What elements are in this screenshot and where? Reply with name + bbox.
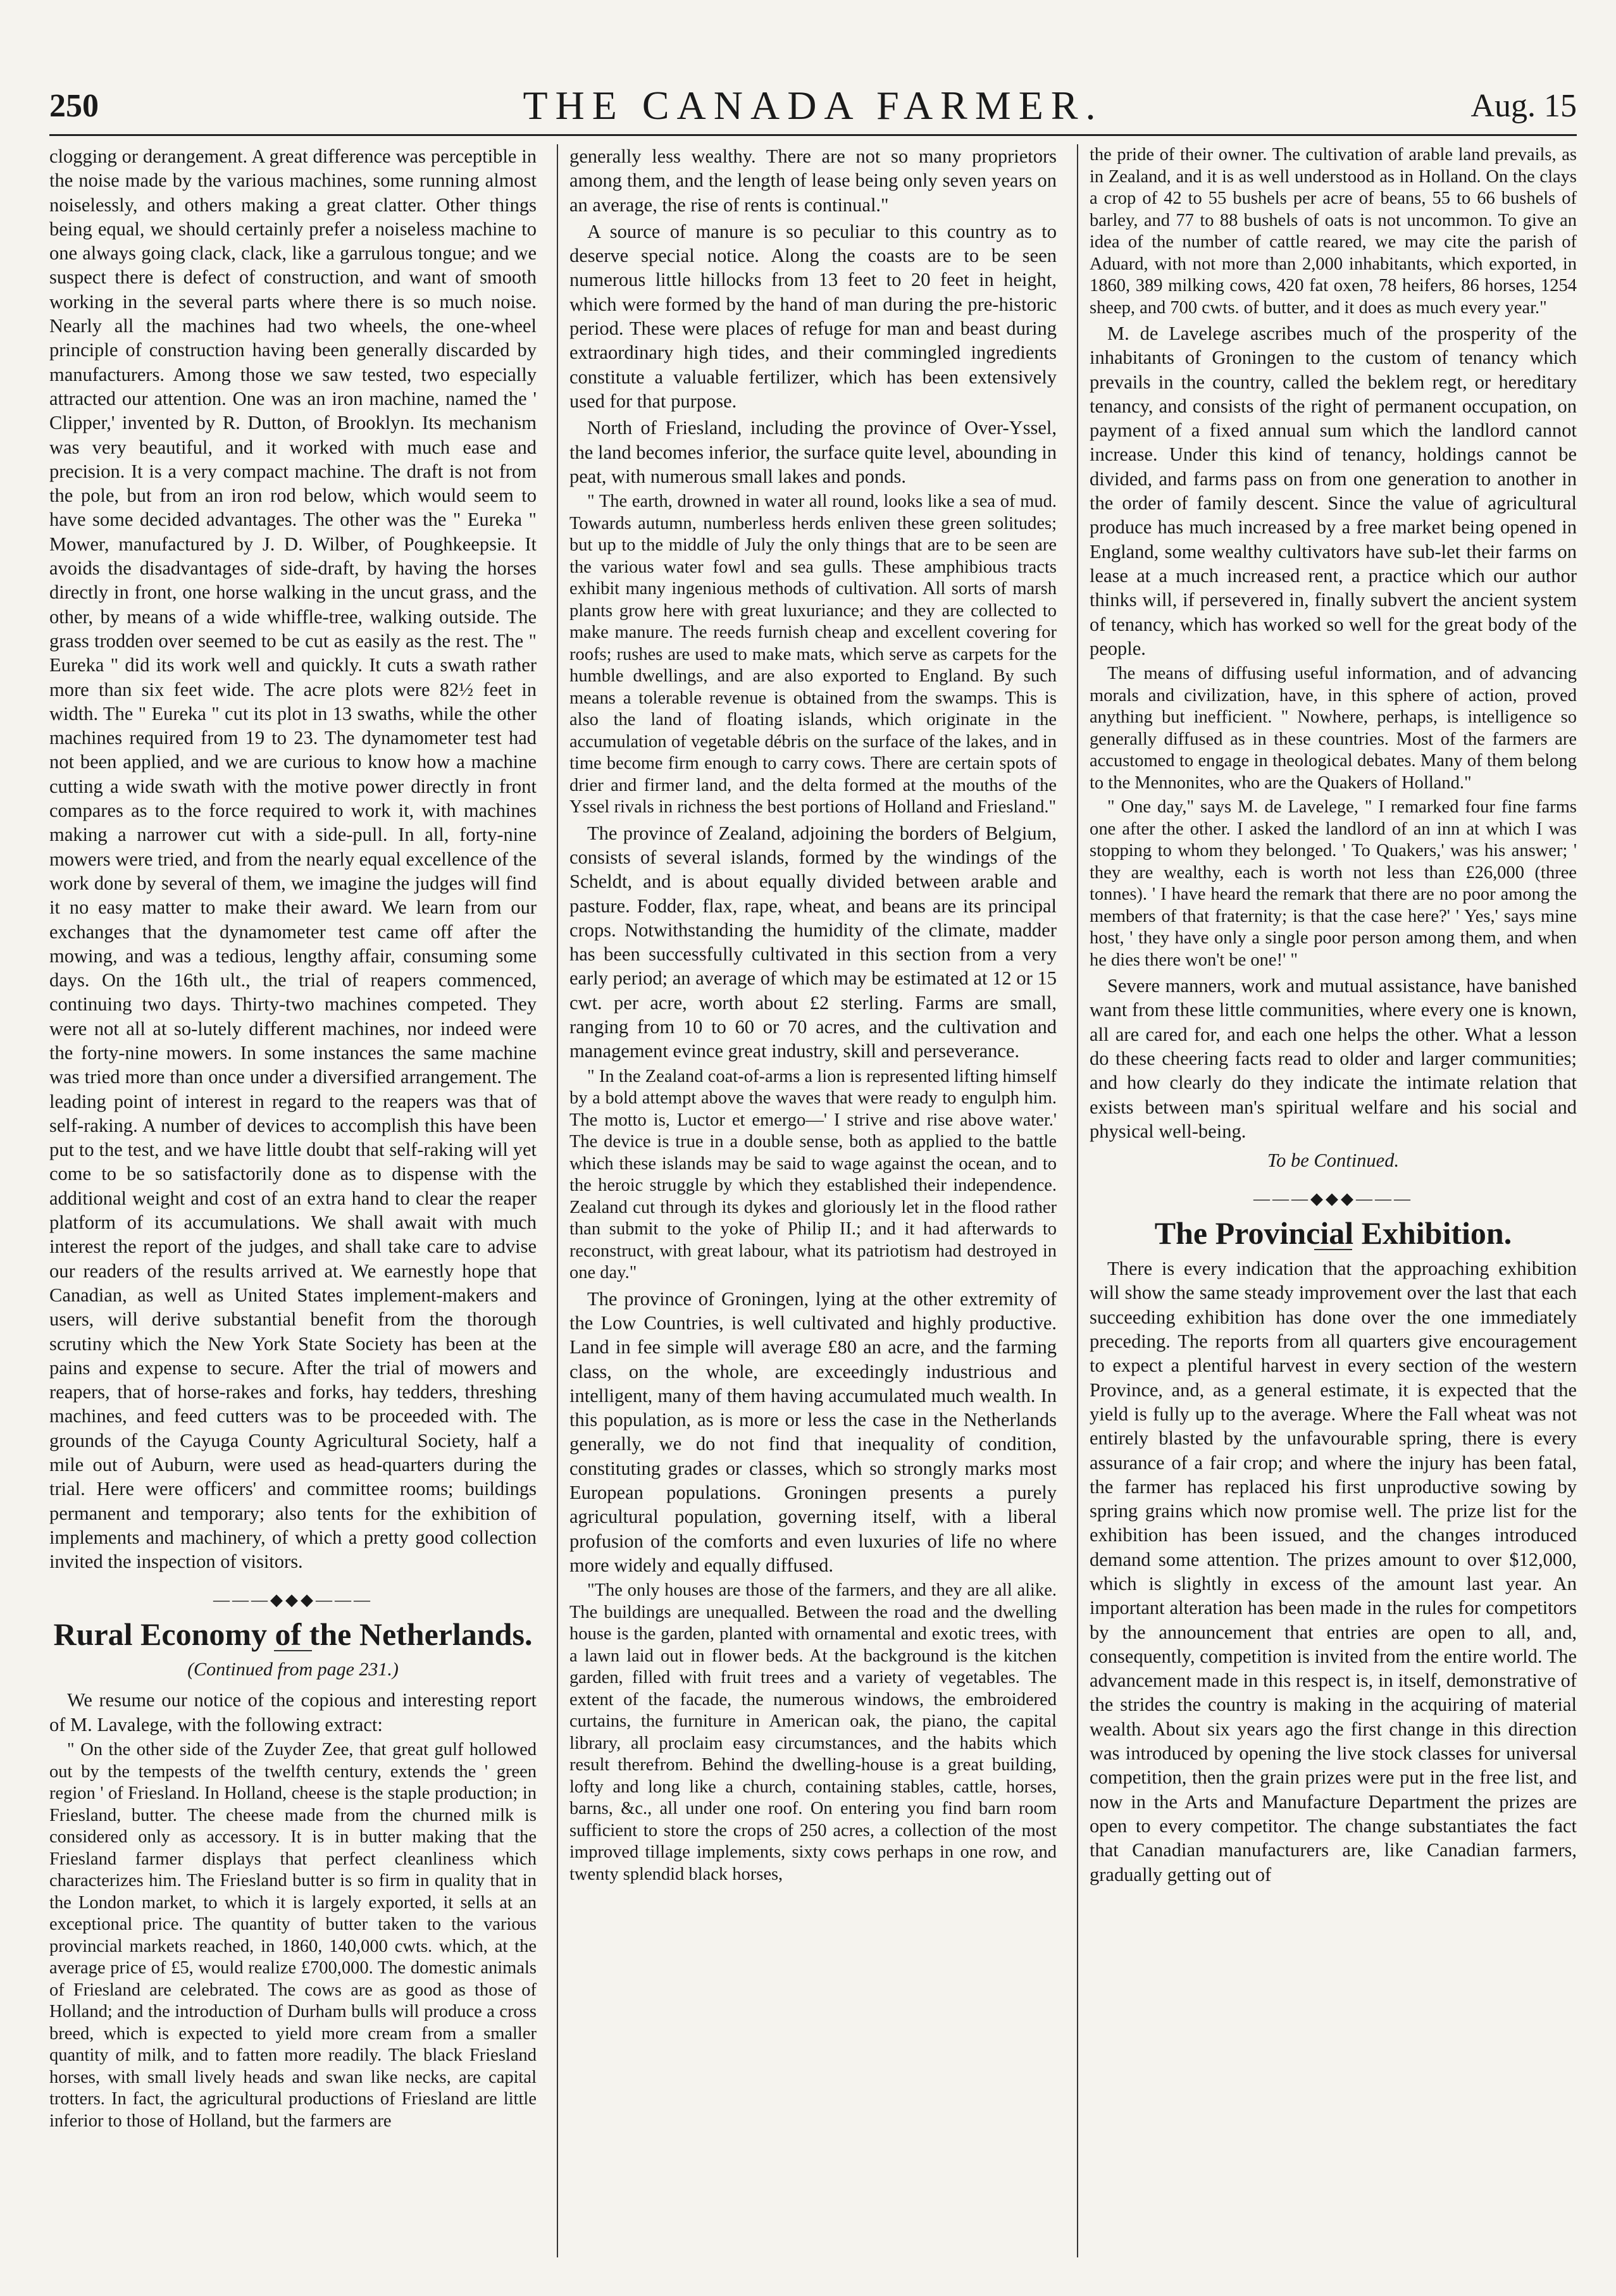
paragraph: There is every indication that the approaching exhibition will show the same steady improvement over the last that each succeeding exhibition has done over the one immediately preceding. The reports from all quarters give encouragement to expect a plentiful harvest in every section of the western Province, and, as a general estimate, it is expected that the yield is fully up to the average. Where the Fall wheat was not entirely blasted by the unfavourable spring, there is every assurance of a fair crop; and where the injury has been fatal, the farmer has replaced his first unproductive sowing by spring grains which now promise well. The prize list for the exhibition has been issued, and the changes introduced demand some attention. The prizes amount to over $12,000, which is slightly in excess of the amount last year. An important alteration has been made in the rules for competitors by the announcement that entries are open to all, and, consequently, competition is invited from the entire world. The advancement made in this respect is, in itself, demonstrative of the strides the country is making in the acquiring of material wealth. About six years ago the first change in this direction was introduced by opening the live stock classes for universal competition, then the grain prizes were put in the free list, and now in the Arts and Manufacture Department the prizes are open to every competitor. The change substantiates the fact that Canadian manufacturers are, like Canadian farmers, gradually getting out of — [1090, 1258, 1577, 1885]
quoted-paragraph: The means of diffusing useful information, and of advancing morals and civilization, have, in this sphere of action, proved anything but inefficient. " Nowhere, perhaps, is intelligence so generally diffused as in these countries. Most of the farmers are accustomed to engage in theological debates. Many of them belong to the Mennonites, who are the Quakers of Holland." — [1090, 664, 1577, 793]
quoted-paragraph: the pride of their owner. The cultivation of arable land prevails, as in Zealand, and it is as well understood as in Holland. On the clays a crop of 42 to 55 bushels per acre of beans, 55 to 66 bushels of barley, and 77 to 88 bushels of oats is not uncommon. To give an idea of the number of cattle reared, we may cite the parish of Aduard, with not more than 2,000 inhabitants, which exported, in 1860, 389 milking cows, 420 fat oxen, 78 heifers, 86 horses, 1254 sheep, and 700 cwts. of butter, and it does as much every year." — [1090, 145, 1577, 318]
quoted-paragraph: " The earth, drowned in water all round, looks like a sea of mud. Towards autumn, numberless herds enliven these green solitudes; but up to the middle of July the only things that are to be seen are the various water fowl and sea gulls. These amphibious tracts exhibit many ingenious methods of cultivation. All sorts of marsh plants grow here with great luxuriance; and they are collected to make manure. The reeds furnish cheap and excellent covering for roofs; rushes are used to make mats, which serve as carpets for the humble dwellings, and are also exported to England. By such means a tolerable revenue is obtained from the swamps. This is also the land of floating islands, which originate in the accumulation of vegetable débris on the surface of the lakes, and in time become firm enough to carry cows. There are certain spots of drier and firmer land, and the delta formed at the mouths of the Yssel rivals in richness the best portions of Holland and Friesland." — [569, 492, 1057, 817]
paragraph: clogging or derangement. A great difference was perceptible in the noise made by the various machines, some running almost noiselessly, and others making a great clatter. Other things being equal, we should certainly prefer a noiseless machine to one always going clack, clack, like a garrulous tongue; and we suspect there is defect of construction, and want of smooth working in the several parts where there is so much noise. Nearly all the machines had two wheels, the one-wheel principle of construction having been generally discarded by manufacturers. Among those we saw tested, two especially attracted our attention. One was an iron machine, named the ' Clipper,' invented by R. Dutton, of Brooklyn. Its mechanism was very beautiful, and it worked with much ease and precision. It is a very compact machine. The draft is not from the pole, but from an iron rod below, which would seem to have some decided advantages. The other was the " Eureka " Mower, manufactured by J. D. Wilber, of Poughkeepsie. It avoids the disadvantages of side-draft, by having the horses directly in front, one horse walking in the uncut grass, and the other, by means of a wide whiffle-tree, walking outside. The grass trodden over seemed to be cut as easily as the rest. The " Eureka " did its work well and quickly. It cuts a swath rather more than six feet wide. The acre plots were 82½ feet in width. The " Eureka " cut its plot in 13 swaths, while the other machines required from 19 to 23. The dynamometer test had not been applied, and we are curious to know how a machine cutting a wide swath with the motive power directly in front compares as to the force required to work it, with machines making a narrower cut with a side-pull. In all, forty-nine mowers were tried, and from the nearly equal excellence of the work done by several of them, we imagine the judges will find it no easy matter to make their award. We learn from our exchanges that the dynamometer test came off after the mowing, and was a tedious, lengthy affair, consuming some days. On the 16th ult., the trial of reapers commenced, continuing two days. Thirty-two machines competed. They were not all at so-lutely different machines, nor indeed were the forty-nine mowers. In some instances the same machine was tried more than once under a diversified arrangement. The leading point of interest in regard to the reapers was that of self-raking. A number of devices to accomplish this have been put to the test, and we have little doubt that self-raking will yet come to be so satisfactorily done as to dispense with the additional weight and cost of an extra hand to clear the reaper platform of its accumulations. We shall await with much interest the report of the judges, and shall take care to advise our readers of the results arrived at. We earnestly hope that Canadian, as well as United States implement-makers and users, will derive substantial benefit from the thorough scrutiny which the New York State Society has been at the pains and expense to secure. After the trial of mowers and reapers, that of horse-rakes and forks, hay tedders, threshing machines, and feed cutters was to be proceeded with. The grounds of the Cayuga County Agricultural Society, half a mile out of Auburn, were used as head-quarters during the trial. Here were officers' and committee rooms; buildings permanent and temporary; also tents for the exhibition of implements and machinery, of which a pretty good collection invited the inspection of visitors. — [49, 146, 537, 1573]
header-rule — [49, 134, 1577, 136]
section-separator: ———◆◆◆——— — [213, 1590, 373, 1609]
column-3 — [1090, 144, 1577, 2257]
paragraph: The province of Groningen, lying at the other extremity of the Low Countries, is well cultivated and highly productive. Land in fee simple will average £80 an acre, and the farming class, on the whole, are exceedingly industrious and intelligent, many of them having accumulated much wealth. In this population, as is more or less the case in the Netherlands generally, we do not find that inequality of condition, constituting grades or classes, which so strongly marks most European populations. Groningen presents a purely agricultural population, governing itself, with a liberal profusion of the comforts and even luxuries of life no where more widely and equally diffused. — [569, 1288, 1057, 1576]
quoted-paragraph: " In the Zealand coat-of-arms a lion is represented lifting himself by a bold attempt above the waves that were ready to engulph him. The motto is, Luctor et emergo—' I strive and rise above water.' The device is true in a double sense, both as applied to the battle which these islands may be said to wage against the ocean, and to the heroic struggle by which they established their independence. Zealand cut through its dykes and gloriously let in the flood rather than submit to the yoke of Philip II.; and it had afterwards to reconstruct, with great labour, what its patriotism had destroyed in one day." — [569, 1066, 1057, 1283]
article-heading: The Provincial Exhibition. — [1154, 1215, 1512, 1251]
paragraph: Severe manners, work and mutual assistance, have banished want from these little communities, where every one is known, all are cared for, and each one helps the other. What a lesson do these cheering facts read to older and larger communities; and how clearly do they indicate the intimate relation that exists between man's spiritual welfare and his social and physical well-being. — [1090, 975, 1577, 1142]
issue-date: Aug. 15 — [1470, 88, 1577, 124]
article-subheading: (Continued from page 231.) — [187, 1659, 399, 1680]
quoted-paragraph: " One day," says M. de Lavelege, " I remarked four fine farms one after the other. I asked the landlord of an inn at which I was stopping to whom they belonged. ' To Quakers,' was his answer; ' they are wealthy, each is worth not less than £26,000 (three tonnes). ' I have heard the remark that there are no poor among the members of that fraternity; is that the case here?' ' Yes,' says mine host, ' they have only a single poor person among them, and when he dies there won't be one!' " — [1090, 797, 1577, 970]
quoted-paragraph: " On the other side of the Zuyder Zee, that great gulf hollowed out by the tempests of the twelfth century, extends the ' green region ' of Friesland. In Holland, cheese is the staple production; in Friesland, butter. The cheese made from the churned milk is considered only as accessory. It is in butter making that the Friesland farmer displays that perfect cleanliness which characterizes him. The Friesland butter is so firm in quality that in the London market, to which it is largely exported, it sells at an exceptional price. The quantity of butter taken to the various provincial markets reached, in 1860, 140,000 cwts. which, at the average price of £5, would realize £700,000. The domestic animals of Friesland are celebrated. The cows are as good as those of Holland; and the introduction of Durham bulls will produce a cross breed, which is expected to yield more cream from a smaller quantity of milk, and to fatten more readily. The black Friesland horses, with small lively heads and swan like necks, are capital trotters. In fact, the agricultural productions of Friesland are little inferior to those of Holland, but the farmers are — [49, 1740, 537, 2131]
column-2 — [569, 144, 1057, 2257]
newspaper-title: THE CANADA FARMER. — [523, 83, 1103, 128]
masthead — [49, 82, 1577, 133]
page-number: 250 — [49, 88, 99, 124]
column-1 — [49, 144, 537, 2257]
paragraph: North of Friesland, including the province of Over-Yssel, the land becomes inferior, the surface quite level, abounding in peat, with numerous small lakes and ponds. — [569, 417, 1057, 487]
section-separator: ———◆◆◆——— — [1253, 1189, 1413, 1208]
paragraph: M. de Lavelege ascribes much of the prosperity of the inhabitants of Groningen to the custom of tenancy which prevails in the country, called the beklem regt, or hereditary tenancy, and consists of the right of permanent occupation, on payment of a fixed annual sum which the landlord cannot increase. Under this kind of tenancy, holdings cannot be divided, and farms pass on from one generation to another in the order of family descent. Since the value of agricultural produce has much increased by a free market being opened in England, some wealthy cultivators have sub-let their farms on lease at a much increased rent, a practice which our author thinks will, if persevered in, finally subvert the ancient system of tenancy, which has worked so well for the great body of the people. — [1090, 323, 1577, 659]
paragraph: generally less wealthy. There are not so many proprietors among them, and the length of lease being only seven years on an average, the rise of rents is continual." — [569, 146, 1057, 216]
paragraph: We resume our notice of the copious and interesting report of M. Lavalege, with the following extract: — [49, 1689, 537, 1735]
to-be-continued: To be Continued. — [1267, 1150, 1400, 1172]
article-heading: Rural Economy of the Netherlands. — [53, 1616, 533, 1652]
quoted-paragraph: "The only houses are those of the farmers, and they are all alike. The buildings are unequalled. Between the road and the dwelling house is the garden, planted with ornamental and exotic trees, with a lawn laid out in flower beds. At the background is the kitchen garden, filled with fruit trees and a variety of vegetables. The extent of the facade, the numerous windows, the embroidered curtains, the furniture in American oak, the piano, the capital library, all proclaim easy circumstances, and the habits which result therefrom. Behind the dwelling-house is a great building, lofty and long like a church, containing stables, cattle, horses, barns, &c., all under one roof. On entering you find barn room sufficient to store the crops of 250 acres, a collection of the most improved tillage implements, sixty cows perhaps in one row, and twenty splendid black horses, — [569, 1580, 1057, 1884]
column-divider — [1077, 144, 1078, 2257]
paragraph: The province of Zealand, adjoining the borders of Belgium, consists of several islands, formed by the windings of the Scheldt, and is about equally divided between arable and pasture. Fodder, flax, rape, wheat, and beans are its principal crops. Notwithstanding the humidity of the climate, madder has been successfully cultivated in this section from a very early period; an average of which may be estimated at 12 or 15 cwt. per acre, worth about £2 sterling. Farms are small, ranging from 10 to 60 or 70 acres, and the cultivation and management evince great industry, skill and perseverance. — [569, 822, 1057, 1062]
column-divider — [557, 144, 558, 2257]
paragraph: A source of manure is so peculiar to this country as to deserve special notice. Along the coasts are to be seen numerous little hillocks from 13 feet to 20 feet in height, which were formed by the hand of man during the pre-historic period. These were places of refuge for man and beast during extraordinary high tides, and their commingled ingredients constitute a valuable fertilizer, which has been extensively used for that purpose. — [569, 220, 1057, 412]
